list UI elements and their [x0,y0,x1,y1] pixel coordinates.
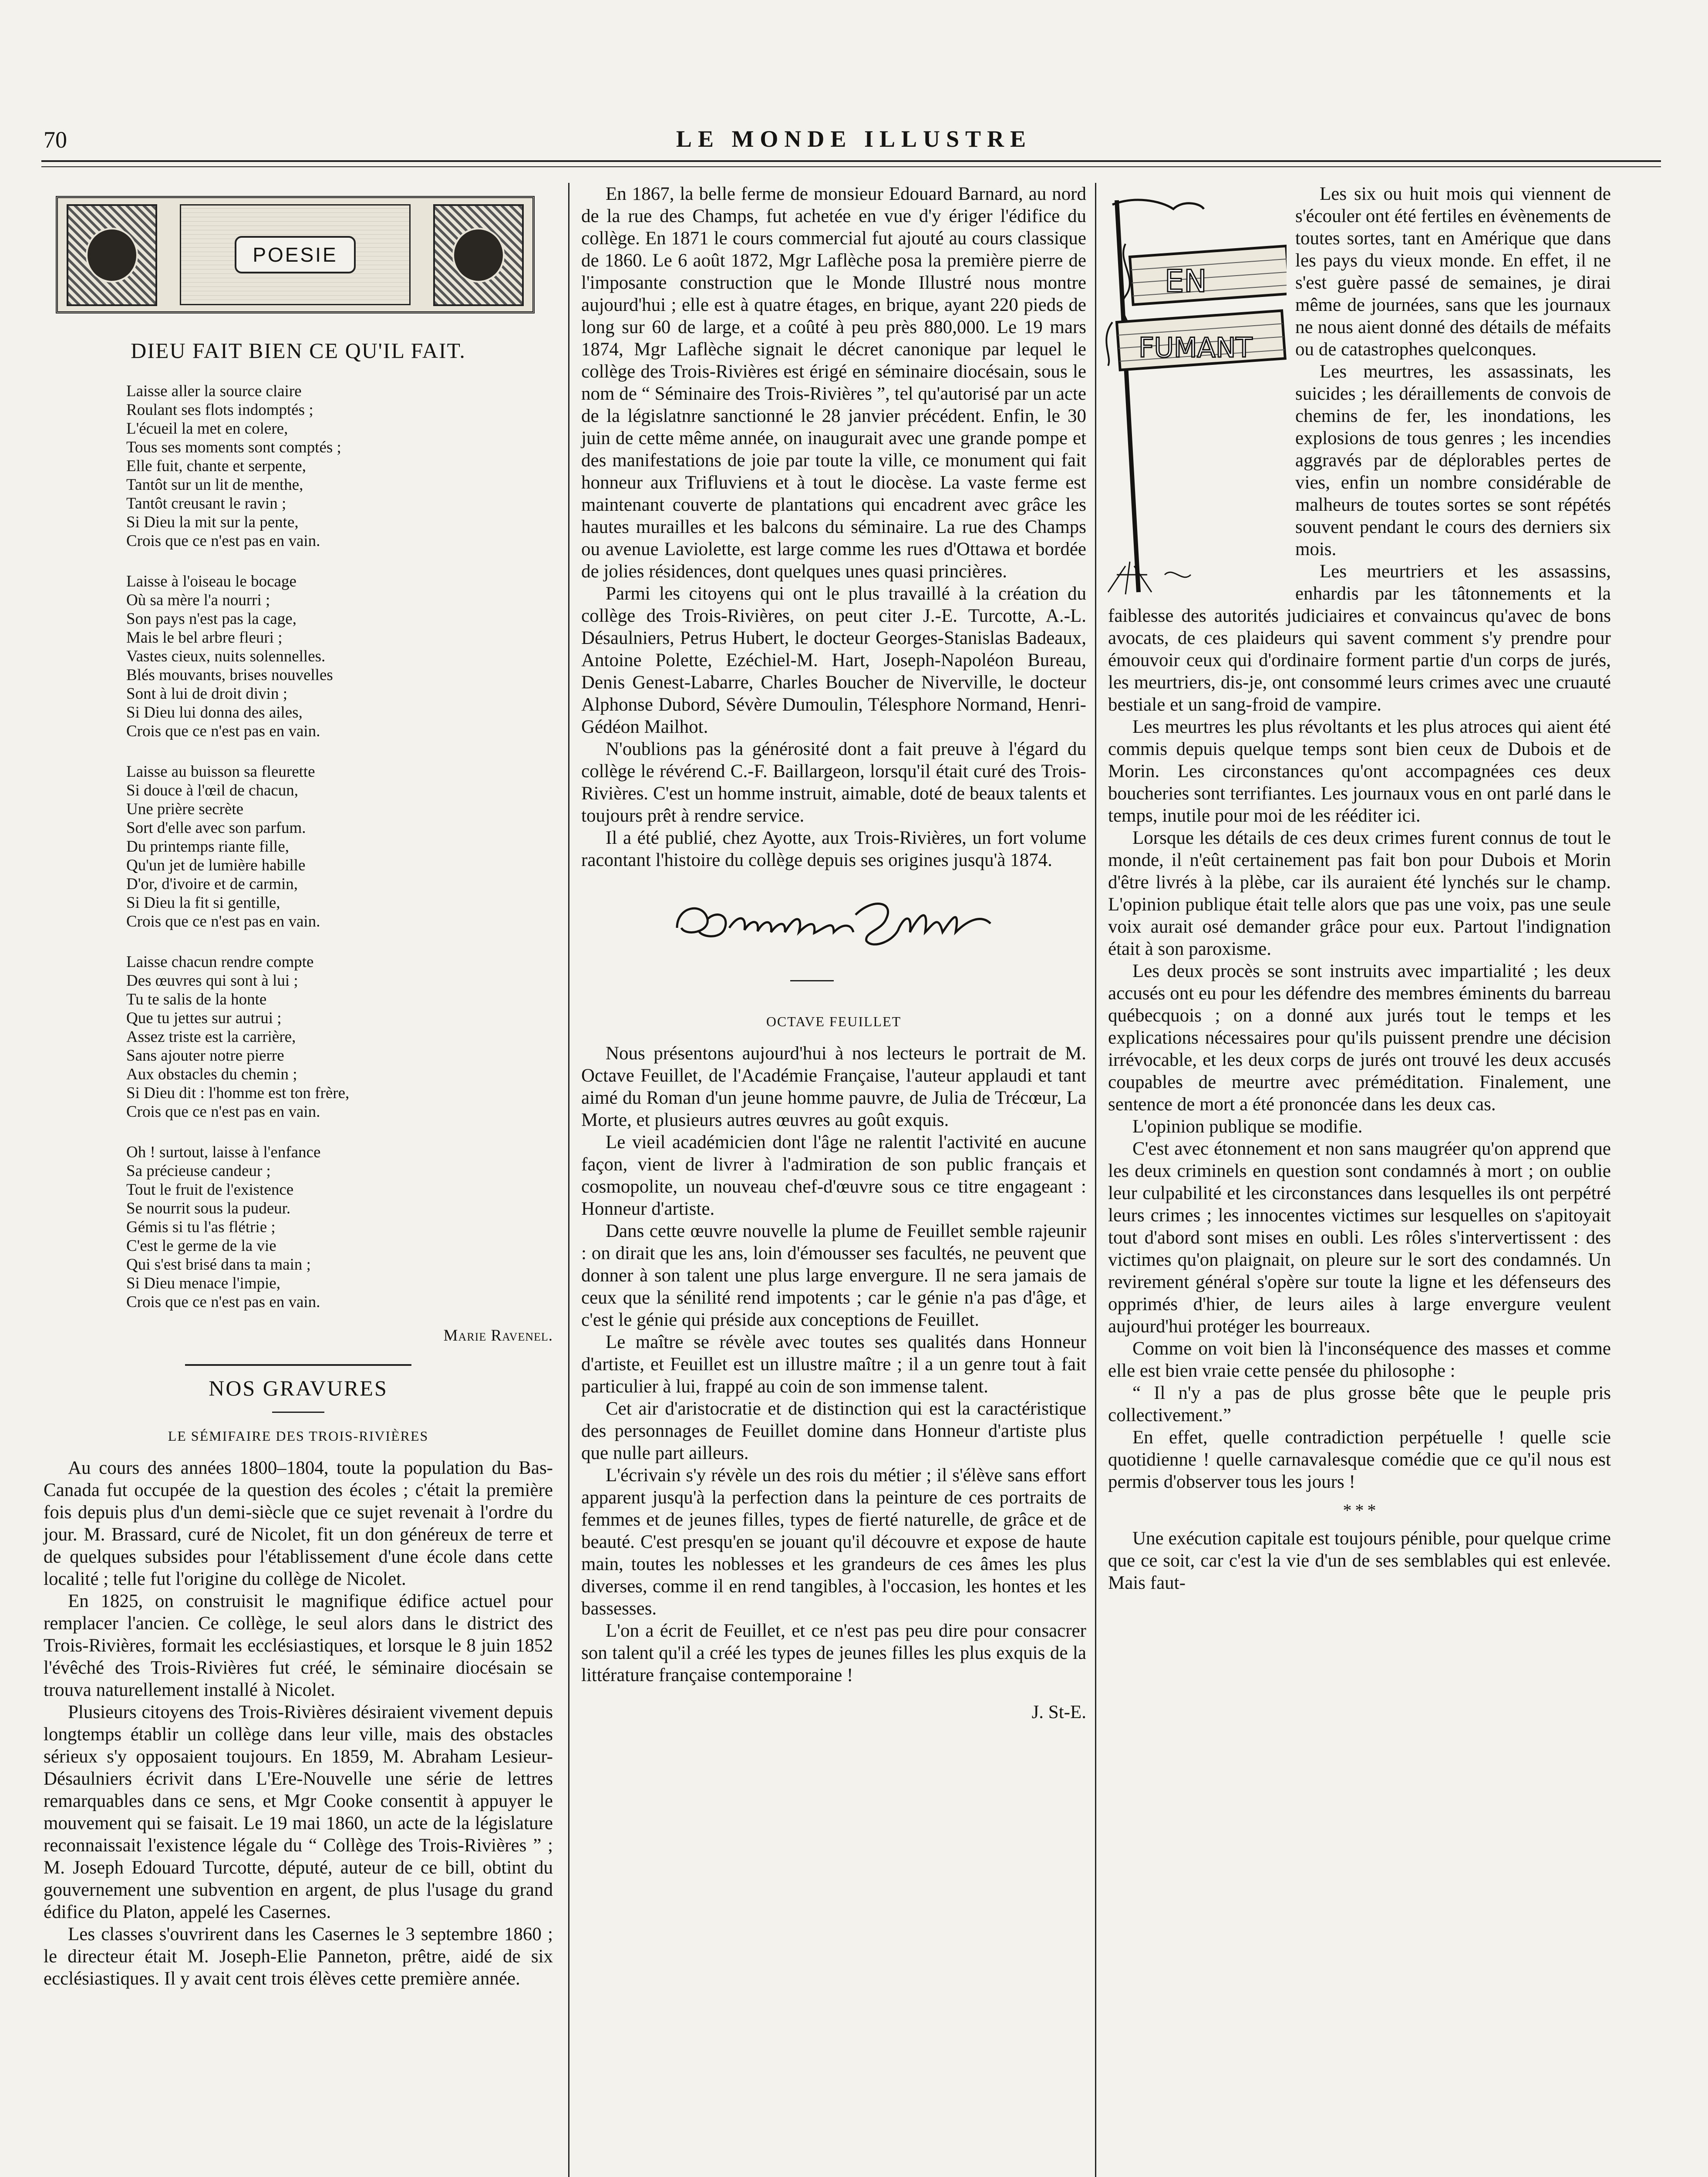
ornament-right-icon [433,204,524,306]
page-number: 70 [44,127,67,153]
article-paragraph: Il a été publié, chez Ayotte, aux Trois-Rivières, un fort volume racontant l'histoire du collège depuis ses origines jusqu'à 1874. [581,828,1086,870]
article-gravures-part1 [44,1457,553,1990]
banner-label: POESIE [235,236,356,273]
column-1 [44,183,553,1990]
article-paragraph: Dans cette œuvre nouvelle la plume de Feuillet semble rajeunir : on dirait que les ans, loin d'émousser ses facultés, ne peuvent que donner à son talent une plus large envergure. Il ne sera jamais de ceux que la sénilité rend impotents ; car le génie n'a pas d'âge, et c'est le génie qui préside aux conceptions de Feuillet. [581,1221,1086,1330]
poem-line: C'est le germe de la vie [126,1237,276,1255]
en-fumant-illustration [1099,192,1287,596]
poem-line: Son pays n'est pas la cage, [126,610,296,628]
poem-stanza [126,572,553,741]
section-heading-gravures: NOS GRAVURES [209,1376,388,1400]
poem-line: Laisse au buisson sa fleurette [126,763,315,781]
header-rule [41,160,1661,162]
article-paragraph: L'opinion publique se modifie. [1132,1116,1363,1137]
poem-line: Tantôt sur un lit de menthe, [126,476,303,494]
article-paragraph: N'oublions pas la générosité dont a fait preuve à l'égard du collège le révérend C.-F. Baillargeon, lorsqu'il était curé des Trois-Rivières. C'est un homme instruit, aimable, doté de beaux talents et toujours prêt à rendre service. [581,739,1086,826]
article-paragraph: Comme on voit bien là l'inconséquence des masses et comme elle est bien vraie cette pensée du philosophe : [1108,1338,1611,1381]
signature-benjamin-sulte [581,871,1086,993]
poem-line: Crois que ce n'est pas en vain. [126,532,320,550]
article-paragraph: “ Il n'y a pas de plus grosse bête que le peuple pris collectivement.” [1108,1383,1611,1425]
article-paragraph: L'écrivain s'y révèle un des rois du métier ; il s'élève sans effort apparent jusqu'à la perfection dans la peinture de ces portraits de femmes et de jeunes filles, types de fierté naturelle, de grâce et de beauté. C'est presqu'en se jouant qu'il découvre et expose de haute main, toutes les noblesses et les grandeurs de ces âmes les plus diverses, comme il en rend tangibles, à l'occasion, les hontes et les bassesses. [581,1465,1086,1619]
article-gravures-part2 [581,183,1086,871]
article-paragraph: Les deux procès se sont instruits avec impartialité ; les deux accusés ont eu pour les défendre des membres éminents du barreau québecquois ; on a donné aux jurés tout le temps et les explications nécessaires pour qu'ils puissent prendre une décision irrévocable, et les deux corps de jurés ont trouvé les deux accusés coupables de meurtre avec préméditation. Finalement, une sentence de mort a été prononcée dans les deux cas. [1108,961,1611,1115]
poem-line: Vastes cieux, nuits solennelles. [126,647,326,665]
poem-line: Laisse à l'oiseau le bocage [126,573,296,590]
banner-panel [180,204,411,305]
poem-line: Que tu jettes sur autrui ; [126,1009,282,1027]
heading-rule [272,1412,324,1413]
article-paragraph: L'on a écrit de Feuillet, et ce n'est pas peu dire pour consacrer son talent qu'il a créé les types de jeunes filles les plus exquis de la littérature française contemporaine ! [581,1621,1086,1685]
illustration-word-fumant: FUMANT [1139,332,1253,364]
article-paragraph: En 1867, la belle ferme de monsieur Edouard Barnard, au nord de la rue des Champs, fut achetée en vue d'y ériger l'édifice du collège. En 1871 le cours commercial fut ajouté au cours classique de 1860. Le 6 août 1872, Mgr Laflèche posa la première pierre de l'imposante construction que le Monde Illustré nous montre aujourd'hui ; elle est à quatre étages, en brique, ayant 220 pieds de long sur 60 de large, et a coûté à peu près 880,000. Le 19 mars 1874, Mgr Laflèche signait le décret canonique par lequel le collège des Trois-Rivières est érigé en séminaire diocésain, sous le nom de “ Séminaire des Trois-Rivières ”, tel qu'autorisé par un acte de la législatnre sanctionné le 28 janvier précédent. Enfin, le 30 juin de cette même année, on inaugurait avec une grande pompe et des manifestations de joie par toute la ville, ce monument qui fait honneur aux Trifluviens et à tout le diocèse. La vaste ferme est maintenant couverte de plantations qui encadrent avec grâce les hautes murailles et les balcons du séminaire. La rue des Champs ou avenue Laviolette, est large comme les rues d'Ottawa et bordée de jolies résidences, dont quelques unes quasi princières. [581,184,1086,582]
article-signature: J. St-E. [1031,1702,1086,1722]
column-divider [568,183,569,2177]
poem-line: Qu'un jet de lumière habille [126,856,306,874]
poem-line: Si douce à l'œil de chacun, [126,782,299,799]
ornament-left-icon [67,204,157,306]
poem-line: Une prière secrète [126,800,244,818]
poem-line: Des œuvres qui sont à lui ; [126,972,298,990]
section-separator [185,1364,411,1366]
poem-line: Gémis si tu l'as flétrie ; [126,1218,276,1236]
poem-line: Oh ! surtout, laisse à l'enfance [126,1143,321,1161]
article-paragraph: Cet air d'aristocratie et de distinction qui est la caractéristique des personnages de Feuillet domine dans Honneur d'artiste plus que nulle part ailleurs. [581,1399,1086,1463]
poem-stanza [126,1143,553,1311]
article-paragraph: Les meurtres les plus révoltants et les plus atroces qui aient été commis depuis quelque temps sont bien ceux de Dubois et de Morin. Les circonstances qu'ont accompagnées ces deux boucheries sont terrifiantes. Les journaux vous en ont parlé dans le temps, inutile pour moi de les rééditer ici. [1108,717,1611,826]
article-paragraph: En 1825, on construisit le magnifique édifice actuel pour remplacer l'ancien. Ce collège, le seul alors dans le district des Trois-Rivières, formait les ecclésiastiques, et lorsque le 8 juin 1852 l'évêché des Trois-Rivières fut créé, le séminaire diocésain se trouva naturellement installé à Nicolet. [44,1591,553,1700]
article-paragraph: En effet, quelle contradiction perpétuelle ! quelle scie quotidienne ! quelle carnavalesque comédie que ce qu'il nous est permis d'observer tous les jours ! [1108,1427,1611,1492]
poem-stanza [126,382,553,550]
poem-line: Assez triste est la carrière, [126,1028,296,1046]
masthead: LE MONDE ILLUSTRE [676,126,1032,152]
illustration-word-en: EN [1165,263,1207,299]
article-paragraph: Parmi les citoyens qui ont le plus travaillé à la création du collège des Trois-Rivières, on peut citer J.-E. Turcotte, A.-L. Désaulniers, Petrus Hubert, le docteur Georges-Stanislas Badeaux, Antoine Polette, Ezéchiel-M. Hart, Joseph-Napoléon Bureau, Denis Genest-Labarre, Charles Boucher de Niverville, le docteur Alphonse Dubord, Sévère Dumoulin, Télesphore Normand, Henri-Gédéon Mailhot. [581,583,1086,737]
poem-line: Mais le bel arbre fleuri ; [126,629,283,647]
poem-body [126,382,553,1311]
poem-title: DIEU FAIT BIEN CE QU'IL FAIT. [131,338,466,363]
poem-line: Laisse chacun rendre compte [126,953,314,971]
poem-line: Crois que ce n'est pas en vain. [126,1293,320,1311]
poem-line: Tantôt creusant le ravin ; [126,495,286,512]
poem-line: Tu te salis de la honte [126,991,267,1008]
poem-line: Si Dieu la fit si gentille, [126,894,280,912]
poem-line: Si Dieu la mit sur la pente, [126,513,299,531]
poem-line: Se nourrit sous la pudeur. [126,1200,291,1217]
article-paragraph: Les six ou huit mois qui viennent de s'écouler ont été fertiles en évènements de toutes sortes, tant en Amérique que dans les pays du vieux monde. En effet, il ne s'est guère passé de semaines, je dirai même de journées, sans que les journaux ne nous aient donné des détails de méfaits ou de catastrophes quelconques. [1295,184,1611,360]
poem-line: Sort d'elle avec son parfum. [126,819,306,837]
article-heading-feuillet: OCTAVE FEUILLET [766,1014,902,1029]
poem-line: Elle fuit, chante et serpente, [126,457,306,475]
poem-line: Si Dieu dit : l'homme est ton frère, [126,1084,350,1102]
article-paragraph: Nous présentons aujourd'hui à nos lecteurs le portrait de M. Octave Feuillet, de l'Académie Française, l'auteur applaudi et tant aimé du Roman d'un jeune homme pauvre, de Julia de Trécœur, La Morte, et plusieurs autres œuvres au goût exquis. [581,1043,1086,1130]
poem-line: Si Dieu menace l'impie, [126,1274,280,1292]
poem-line: Aux obstacles du chemin ; [126,1065,297,1083]
article-paragraph: Le maître se révèle avec toutes ses qualités dans Honneur d'artiste, et Feuillet est un illustre maître ; il a un genre tout à fait particulier à lui, frappé au coin de son immense talent. [581,1332,1086,1397]
column-divider [1095,183,1096,2177]
poem-line: Sa précieuse candeur ; [126,1162,271,1180]
article-feuillet [581,1042,1086,1686]
handwritten-signature-icon [668,889,999,967]
article-paragraph: Une exécution capitale est toujours pénible, pour quelque crime que ce soit, car c'est la vie d'un de ses semblables qui est enlevée. Mais faut- [1108,1528,1611,1593]
article-paragraph: Lorsque les détails de ces deux crimes furent connus de tout le monde, il n'eût certainement pas fait bon pour Dubois et Morin d'être livrés à la plèbe, car ils auraient été lynchés sur le champ. L'opinion publique était telle alors que pas une voix, pas une seule voix aurait osé demander grâce pour eux. Partout l'indignation était à son paroxisme. [1108,828,1611,959]
section-stars: * * * [1343,1500,1376,1520]
article-paragraph: Les meurtriers et les assassins, enhardis par les tâtonnements et la faiblesse des autorités judiciaires et convaincus qu'avec de bons avocats, de ces plaideurs qui savent comment s'y prendre pour émouvoir ceux qui d'ordinaire forment partie d'un corps de jurés, les meurtriers, dis-je, ont consommé leurs crimes avec une cruauté bestiale et un sang-froid de vampire. [1108,561,1611,715]
poem-line: L'écueil la met en colere, [126,420,288,438]
poem-stanza [126,762,553,931]
poem-line: Si Dieu lui donna des ailes, [126,704,303,721]
article-paragraph: Le vieil académicien dont l'âge ne ralentit l'activité en aucune façon, vient de livrer à l'admiration de son public français et cosmopolite, un nouveau chef-d'œuvre sous ce titre engageant : Honneur d'artiste. [581,1132,1086,1219]
article-paragraph: Au cours des années 1800–1804, toute la population du Bas-Canada fut occupée de la question des écoles ; c'était la première fois depuis plus d'un demi-siècle que ce sujet revenait à l'ordre du jour. M. Brassard, curé de Nicolet, fit un don généreux de terre et de quelques subsides pour l'établissement d'une école dans cette localité ; telle fut l'origine du collège de Nicolet. [44,1458,553,1589]
poesie-banner [56,196,535,313]
poem-line: Crois que ce n'est pas en vain. [126,913,320,930]
article-paragraph: Les classes s'ouvrirent dans les Casernes le 3 septembre 1860 ; le directeur était M. Joseph-Elie Panneton, prêtre, aidé de six ecclésiastiques. Il y avait cent trois élèves cette première année. [44,1924,553,1989]
poem-line: Sans ajouter notre pierre [126,1047,284,1065]
poem-author: Marie Ravenel. [443,1327,553,1345]
column-2 [581,183,1086,1723]
poem-line: Laisse aller la source claire [126,382,302,400]
article-paragraph: Les meurtres, les assassinats, les suicides ; les déraillements de convois de chemins de fer, les inondations, les explosions de tous genres ; les incendies aggravés par de déplorables pertes de vies, enfin un nombre considérable de malheurs de toutes sortes se sont répétés souvent pendant le cours des derniers six mois. [1295,361,1611,559]
poem-line: Blés mouvants, brises nouvelles [126,666,333,684]
pipe-smoke-illustration-icon [1099,192,1287,596]
poem-line: Où sa mère l'a nourri ; [126,591,270,609]
column-3 [1108,183,1611,1594]
poem-line: Roulant ses flots indomptés ; [126,401,313,419]
poem-line: Crois que ce n'est pas en vain. [126,1103,320,1121]
poem-line: Crois que ce n'est pas en vain. [126,722,320,740]
poem-line: Qui s'est brisé dans ta main ; [126,1256,311,1274]
header-rule-thin [41,166,1661,167]
poem-line: Tout le fruit de l'existence [126,1181,294,1199]
poem-line: Du printemps riante fille, [126,838,290,856]
article-paragraph: C'est avec étonnement et non sans maugréer qu'on apprend que les deux criminels en question sont condamnés à mort ; on oublie leur culpabilité et les circonstances dans lesquelles ils ont perpétré leurs crimes ; les innocentes victimes sur lesquelles on s'apitoyait tout d'abord sont mises en oubli. Les rôles s'intervertissent : des victimes qu'on plaignait, on pleure sur le sort des condamnés. Un revirement général s'opère sur toute la ligne et les défenseurs des opprimés d'hier, de leurs ailes à large envergure veulent aujourd'hui protéger les bourreaux. [1108,1139,1611,1337]
poem-line: Tous ses moments sont comptés ; [126,438,341,456]
article-paragraph: Plusieurs citoyens des Trois-Rivières désiraient vivement depuis longtemps établir un collège dans leur ville, mais des obstacles sérieux s'y opposaient toujours. En 1859, M. Abraham Lesieur-Désaulniers écrivit dans L'Ere-Nouvelle une série de lettres remarquables dans ce sens, et Mgr Cooke consentit à appuyer le mouvement qui se faisait. Le 19 mai 1860, un acte de la législature reconnaissait l'existence légale du “ Collège des Trois-Rivières ” ; M. Joseph Edouard Turcotte, député, auteur de ce bill, obtint du gouvernement une subvention en argent, de plus l'usage du grand édifice du Platon, appelé les Casernes. [44,1702,553,1922]
poem-line: Sont à lui de droit divin ; [126,685,287,703]
poem-stanza [126,953,553,1121]
article-subheading: LE SÉMIFAIRE DES TROIS-RIVIÈRES [168,1428,429,1444]
poem-line: D'or, d'ivoire et de carmin, [126,875,298,893]
